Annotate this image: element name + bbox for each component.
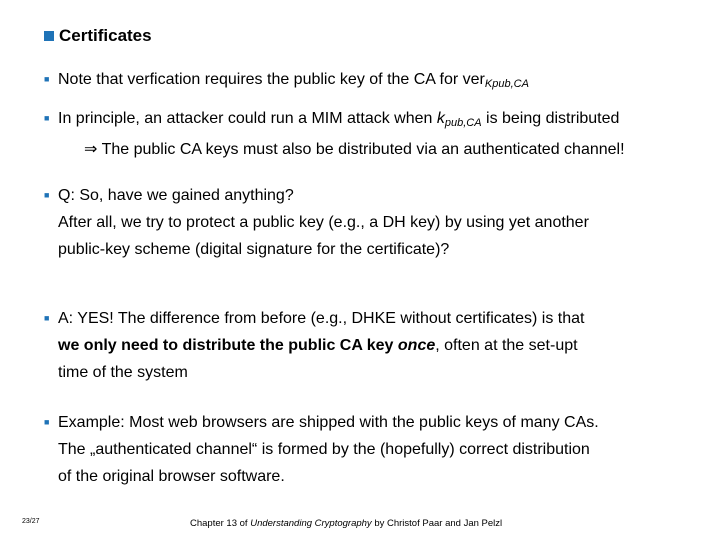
bullet-example — [44, 409, 599, 490]
bullet-text — [58, 182, 589, 263]
footer-credit — [190, 518, 502, 529]
bullet-verification — [44, 66, 529, 98]
bullet-marker-icon: ■ — [44, 74, 50, 84]
text-line — [58, 332, 584, 359]
text-line: time of the system — [58, 364, 188, 381]
book-title: Understanding Cryptography — [250, 518, 372, 529]
text-line: Example: Most web browsers are shipped with the public keys of many CAs. — [58, 414, 599, 431]
bullet-marker-icon: ■ — [44, 113, 50, 123]
subscript: pub,CA — [444, 117, 482, 129]
text-line: After all, we try to protect a public key (e.g., a DH key) by using yet another — [58, 214, 589, 231]
bullet-marker-icon: ■ — [44, 313, 50, 323]
credit-text: by Christof Paar and Jan Pelzl — [371, 518, 503, 529]
implication-line — [84, 139, 625, 159]
bullet-text — [58, 105, 619, 137]
italic-k: k — [436, 110, 445, 127]
implication-text: The public CA keys must also be distributed via an authenticated channel! — [97, 141, 625, 158]
text-line: A: YES! The difference from before (e.g., DHKE without certificates) is that — [58, 310, 585, 327]
text-segment: Note that verfication requires the public key of the CA for ver — [58, 71, 485, 88]
bullet-mim-attack — [44, 105, 619, 137]
slide-title — [44, 26, 152, 46]
text-segment: , often at the set-upt — [435, 337, 578, 354]
subscript: Kpub,CA — [484, 78, 529, 90]
title-square-icon — [44, 31, 54, 41]
bold-italic-once: once — [397, 337, 436, 354]
bold-segment: we only need to distribute the public CA key — [58, 337, 398, 354]
text-line: The „authenticated channel“ is formed by the (hopefully) correct distribution — [58, 441, 590, 458]
bullet-text — [58, 305, 584, 386]
implies-arrow-icon: ⇒ — [84, 141, 98, 158]
text-segment: In principle, an attacker could run a MIM attack when — [58, 110, 437, 127]
bullet-question — [44, 182, 589, 263]
credit-text: Chapter 13 of — [190, 518, 251, 529]
text-line: Q: So, have we gained anything? — [58, 187, 294, 204]
text-line: of the original browser software. — [58, 468, 285, 485]
title-text: Certificates — [59, 26, 152, 45]
bullet-text — [58, 66, 529, 98]
bullet-text — [58, 409, 599, 490]
text-segment: is being distributed — [481, 110, 620, 127]
bullet-marker-icon: ■ — [44, 190, 50, 200]
bullet-answer — [44, 305, 584, 386]
page-number: 23/27 — [22, 518, 40, 525]
text-line: public-key scheme (digital signature for the certificate)? — [58, 241, 450, 258]
bullet-marker-icon: ■ — [44, 417, 50, 427]
